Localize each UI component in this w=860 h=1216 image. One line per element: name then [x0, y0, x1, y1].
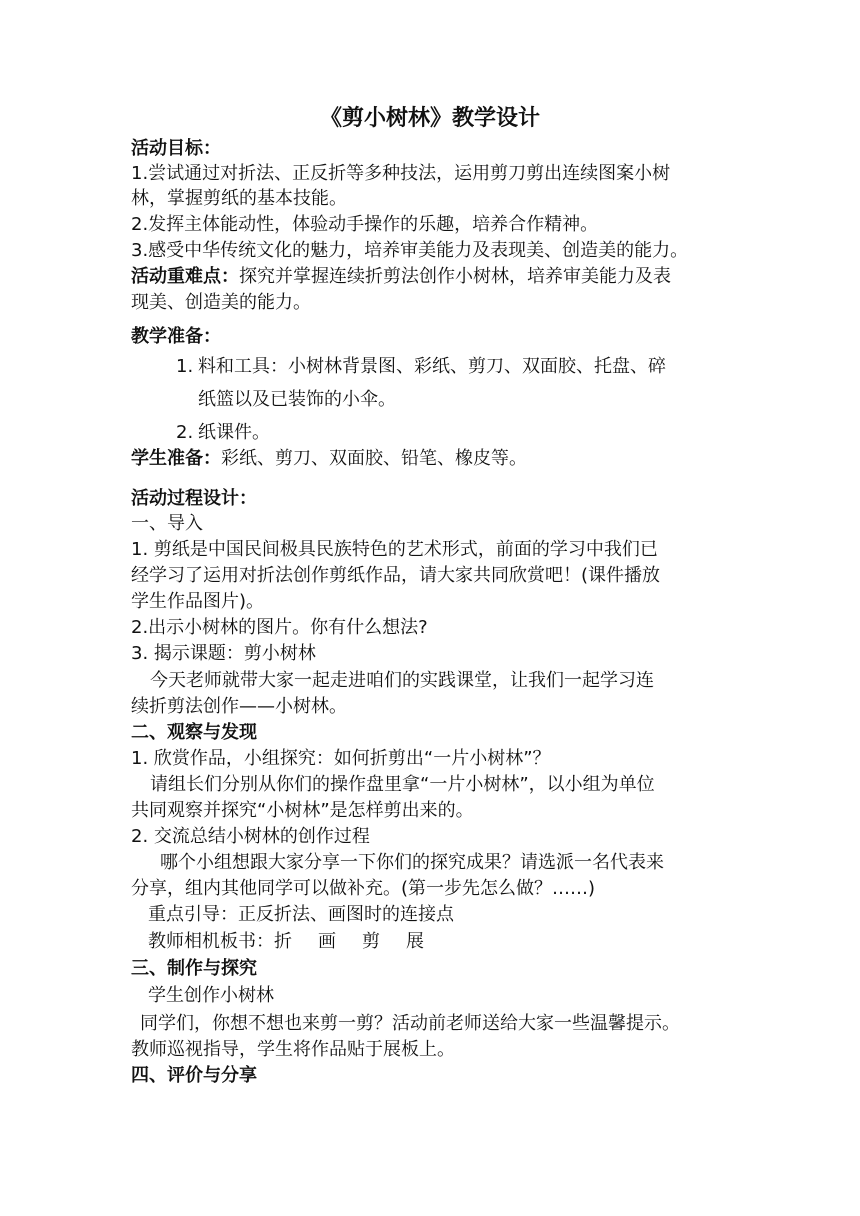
s3-p1: 学生创作小树林 [148, 985, 274, 1006]
process-heading: 活动过程设计： [131, 488, 257, 509]
goal-1-line-2: 林，掌握剪纸的基本技能。 [131, 188, 347, 209]
board-word-3: 剪 [362, 931, 380, 952]
key-points-line-1 [131, 264, 761, 290]
board-word-1: 折 [274, 931, 292, 952]
s1-p4-line-1: 今天老师就带大家一起走进咱们的实践课堂，让我们一起学习连 [150, 670, 654, 691]
s2-p4-line-1: 哪个小组想跟大家分享一下你们的探究成果？请选派一名代表来 [160, 852, 664, 873]
s1-p1-line-3: 学生作品图片)。 [131, 591, 265, 612]
s1-p4-line-2: 续折剪法创作——小树林。 [131, 696, 347, 717]
key-points-text: 探究并掌握连续折剪法创作小树林，培养审美能力及表 [239, 266, 671, 287]
prep-item-1-line-2: 纸篮以及已装饰的小伞。 [198, 389, 396, 410]
s3-p2-line-1: 同学们，你想不想也来剪一剪？活动前老师送给大家一些温馨提示。 [140, 1013, 680, 1034]
s3-p2-line-2: 教师巡视指导，学生将作品贴于展板上。 [131, 1039, 455, 1060]
s2-p3: 2. 交流总结小树林的创作过程 [131, 826, 370, 847]
s2-p6 [148, 929, 778, 955]
prep-item-2: 纸课件。 [198, 422, 270, 443]
key-points-label: 活动重难点： [131, 266, 239, 287]
s1-p3: 3. 揭示课题：剪小树林 [131, 643, 316, 664]
board-label: 教师相机板书： [148, 931, 274, 952]
prep-item-2-number: 2. [176, 422, 194, 443]
section-2-heading: 二、观察与发现 [131, 722, 257, 743]
goal-1-line-1: 1.尝试通过对折法、正反折等多种技法，运用剪刀剪出连续图案小树 [131, 163, 671, 184]
board-word-2: 画 [318, 931, 336, 952]
s1-p2: 2.出示小树林的图片。你有什么想法? [131, 617, 428, 638]
s2-p5: 重点引导：正反折法、画图时的连接点 [148, 904, 454, 925]
prep-item-1-line-1: 料和工具：小树林背景图、彩纸、剪刀、双面胶、托盘、碎 [198, 356, 666, 377]
section-3-heading: 三、制作与探究 [131, 958, 257, 979]
goal-3: 3.感受中华传统文化的魅力，培养审美能力及表现美、创造美的能力。 [131, 240, 689, 261]
s2-p2-line-2: 共同观察并探究“小树林”是怎样剪出来的。 [131, 800, 474, 821]
s1-p1-line-2: 经学习了运用对折法创作剪纸作品，请大家共同欣赏吧！(课件播放 [131, 565, 661, 586]
goals-heading: 活动目标： [131, 138, 221, 159]
s1-p1-line-1: 1. 剪纸是中国民间极具民族特色的艺术形式，前面的学习中我们已 [131, 539, 658, 560]
prep-item-1-number: 1. [176, 356, 194, 377]
student-prep-text: 彩纸、剪刀、双面胶、铅笔、橡皮等。 [221, 448, 527, 469]
prep-heading: 教学准备： [131, 326, 221, 347]
key-points-line-2: 现美、创造美的能力。 [131, 292, 311, 313]
s2-p2-line-1: 请组长们分别从你们的操作盘里拿“一片小树林”，以小组为单位 [150, 774, 655, 795]
section-1-heading: 一、导入 [131, 513, 203, 534]
student-prep [131, 446, 761, 472]
section-4-heading: 四、评价与分享 [131, 1065, 257, 1086]
goal-2: 2.发挥主体能动性，体验动手操作的乐趣，培养合作精神。 [131, 214, 599, 235]
document-title: 《剪小树林》教学设计 [319, 106, 540, 131]
s2-p4-line-2: 分享，组内其他同学可以做补充。(第一步先怎么做？……) [131, 878, 596, 899]
student-prep-label: 学生准备： [131, 448, 221, 469]
s2-p1: 1. 欣赏作品，小组探究：如何折剪出“一片小树林”？ [131, 748, 551, 769]
board-word-4: 展 [406, 931, 424, 952]
